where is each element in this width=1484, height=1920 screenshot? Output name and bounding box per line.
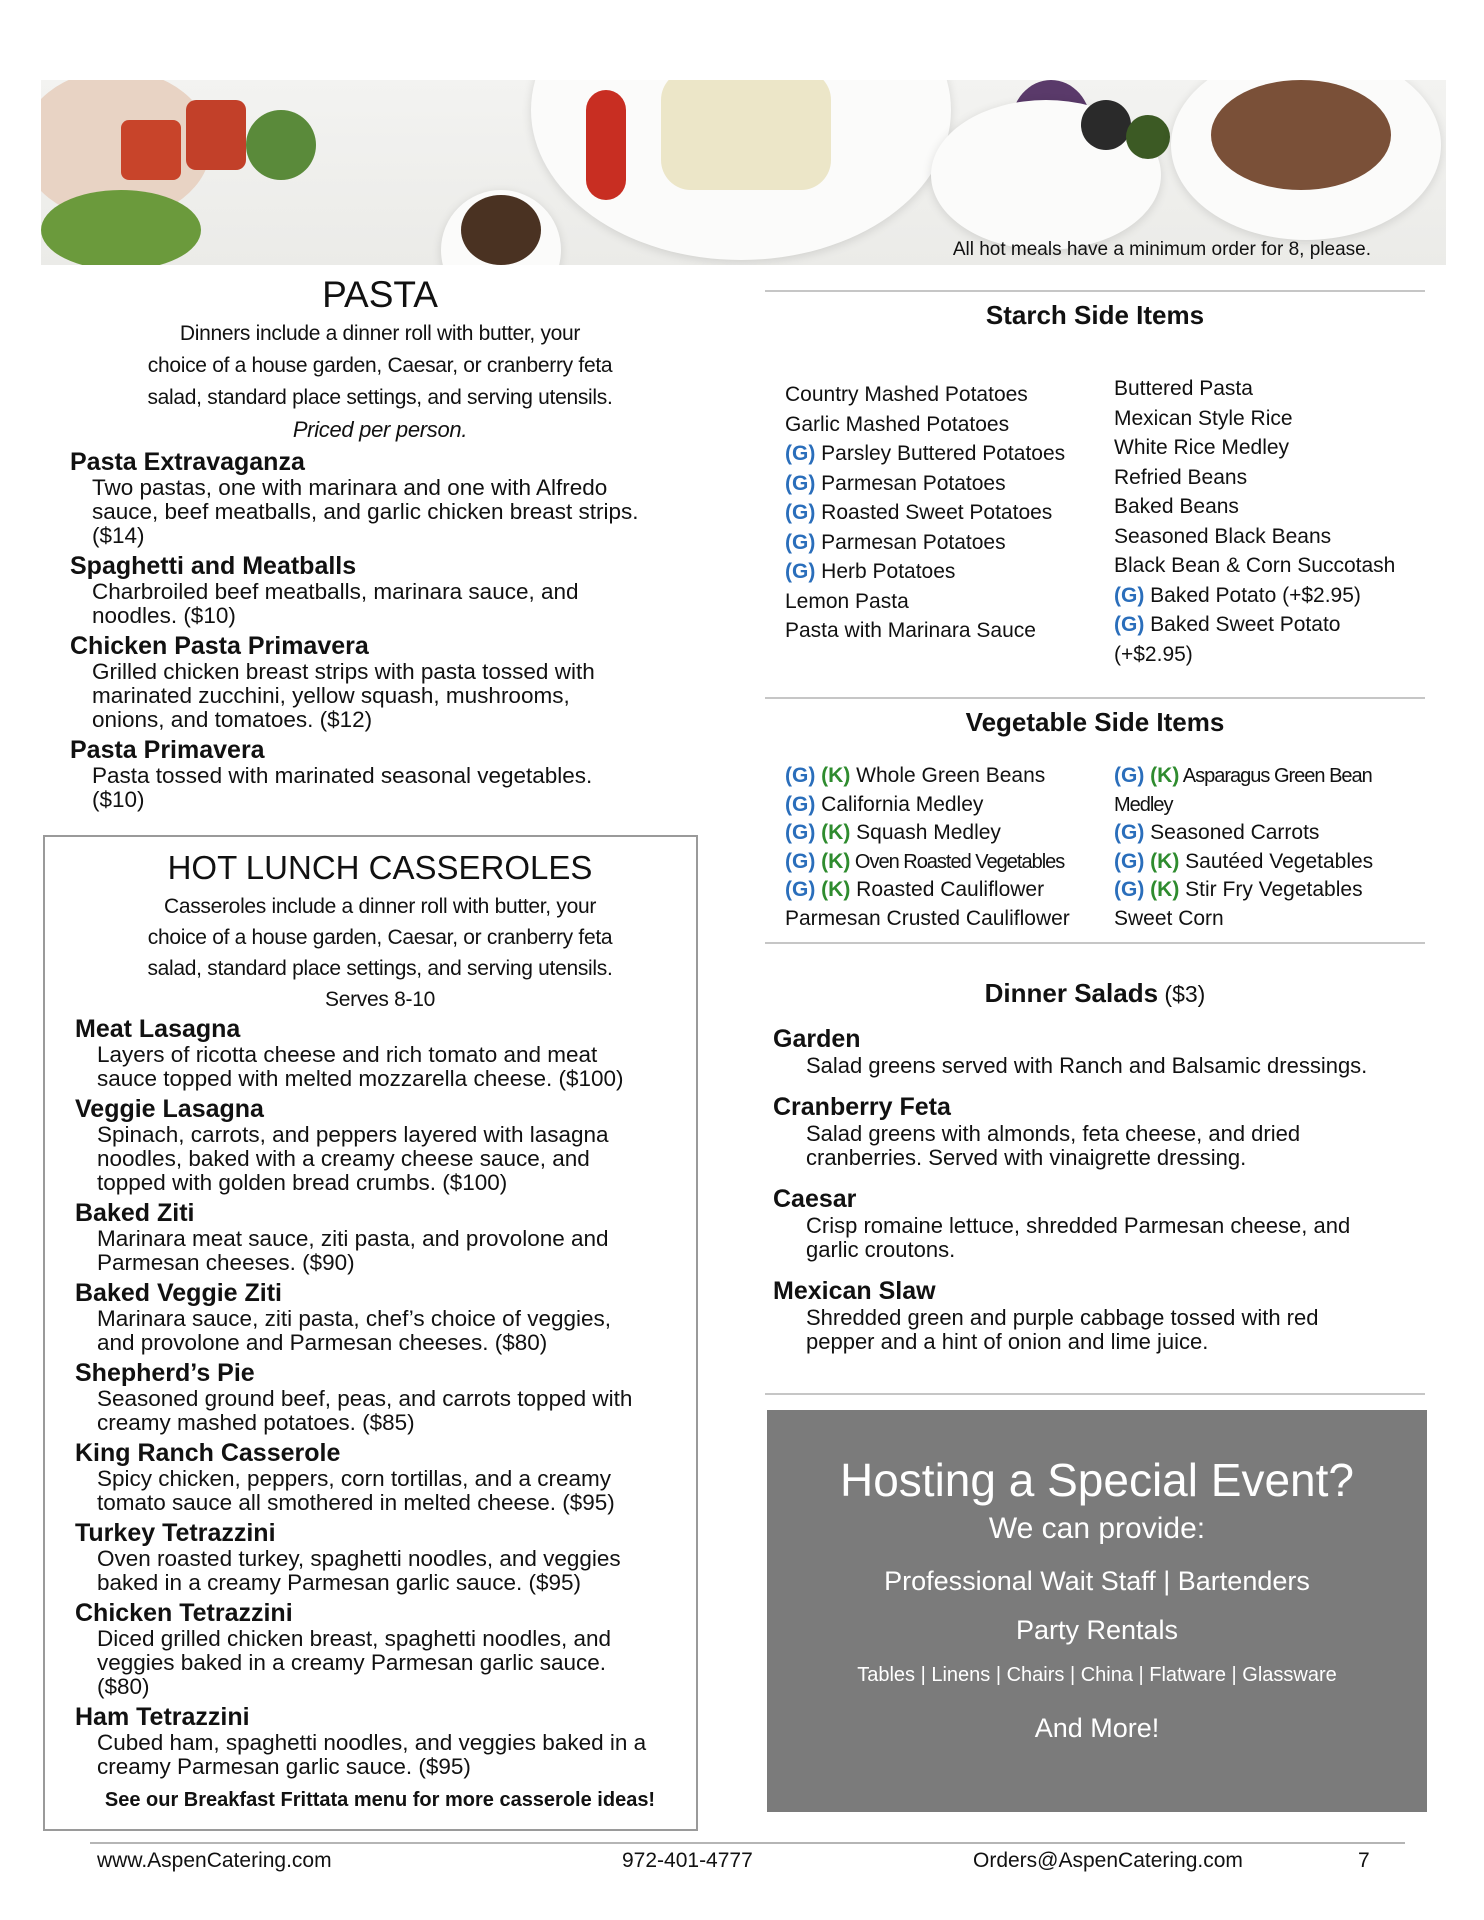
divider (765, 1393, 1425, 1395)
menu-item-name: King Ranch Casserole (75, 1439, 341, 1467)
event-title: Hosting a Special Event? (840, 1454, 1354, 1506)
side-item-label: White Rice Medley (1114, 436, 1290, 459)
side-item-label: Parmesan Crusted Cauliflower (785, 906, 1070, 930)
side-item-label: Herb Potatoes (815, 560, 956, 583)
salads-title-text: Dinner Salads (984, 978, 1159, 1008)
menu-item (75, 1279, 685, 1355)
vegetable-title: Vegetable Side Items (965, 707, 1225, 737)
casserole-title: HOT LUNCH CASSEROLES (167, 849, 593, 886)
menu-item (75, 1519, 685, 1595)
side-item (1114, 551, 1434, 581)
event-line-staff: Professional Wait Staff | Bartenders (884, 1566, 1310, 1596)
side-item (785, 528, 1115, 558)
side-item-label: Stir Fry Vegetables (1179, 878, 1363, 901)
food-decoration (41, 190, 201, 265)
menu-item-description: noodles, baked with a creamy cheese sauce, and (97, 1146, 590, 1171)
menu-item-name: Shepherd’s Pie (75, 1359, 255, 1387)
red-pepper (586, 90, 626, 200)
menu-item-description: Layers of ricotta cheese and rich tomato and meat (97, 1042, 598, 1067)
side-item (785, 498, 1115, 528)
divider (765, 290, 1425, 292)
menu-item-description: Marinara sauce, ziti pasta, chef’s choice of veggies, (97, 1306, 612, 1331)
salad-description (806, 1054, 1423, 1078)
keto-tag: (K) (1150, 878, 1180, 901)
side-item (785, 557, 1115, 587)
menu-item-description: ($10) (92, 787, 145, 812)
menu-item-description: Parmesan cheeses. ($90) (97, 1250, 355, 1275)
vegetable-list-left (785, 762, 1115, 933)
side-item (1114, 762, 1434, 791)
salad-name: Caesar (773, 1185, 857, 1213)
side-item (1114, 848, 1434, 877)
menu-item-name: Spaghetti and Meatballs (70, 552, 357, 580)
menu-item-name: Pasta Primavera (70, 736, 265, 764)
special-event-box (767, 1410, 1427, 1812)
footer-divider (90, 1842, 1405, 1844)
frittata-note: See our Breakfast Frittata menu for more casserole ideas! (104, 1789, 656, 1811)
side-item-label: Medley (1114, 793, 1173, 816)
menu-item-name: Baked Veggie Ziti (75, 1279, 283, 1307)
footer-phone[interactable]: 972-401-4777 (622, 1849, 753, 1872)
gluten-free-tag: (G) (1114, 878, 1145, 901)
menu-item-description: onions, and tomatoes. ($12) (92, 707, 373, 732)
gluten-free-tag: (G) (785, 792, 816, 816)
gluten-free-tag: (G) (1114, 764, 1145, 787)
side-item (1114, 374, 1434, 404)
side-item-label: Sautéed Vegetables (1179, 849, 1374, 873)
menu-item (70, 552, 690, 628)
menu-item (70, 448, 690, 548)
side-item (785, 762, 1115, 791)
menu-item-name: Turkey Tetrazzini (75, 1519, 276, 1547)
menu-item-description: Spinach, carrots, and peppers layered with lasagna (97, 1122, 609, 1147)
side-item-label: Seasoned Carrots (1144, 821, 1320, 844)
intro-line: Dinners include a dinner roll with butter, your (179, 322, 581, 345)
menu-item-name: Meat Lasagna (75, 1015, 241, 1043)
salads-price: ($3) (1158, 981, 1206, 1007)
menu-item-description: tomato sauce all smothered in melted cheese. ($95) (97, 1490, 615, 1515)
menu-item-name: Chicken Pasta Primavera (70, 632, 369, 660)
olive (1126, 115, 1170, 159)
side-item (1114, 492, 1434, 522)
gluten-free-tag: (G) (1114, 613, 1145, 636)
intro-line: salad, standard place settings, and serving utensils. (147, 957, 613, 980)
side-item (785, 791, 1115, 820)
menu-item-description: Cubed ham, spaghetti noodles, and veggies baked in a (97, 1730, 647, 1755)
side-item-label: Parsley Buttered Potatoes (815, 442, 1066, 465)
intro-line: Casseroles include a dinner roll with butter, your (163, 895, 597, 918)
event-line-items: Tables | Linens | Chairs | China | Flatware | Glassware (857, 1664, 1337, 1686)
starch-title: Starch Side Items (985, 300, 1205, 330)
side-item-label: Baked Potato (+$2.95) (1144, 583, 1361, 607)
menu-item-description: creamy mashed potatoes. ($85) (97, 1410, 415, 1435)
side-item-label: Whole Green Beans (850, 764, 1046, 787)
side-item (785, 469, 1115, 499)
menu-item-description: and provolone and Parmesan cheeses. ($80) (97, 1330, 548, 1355)
gluten-free-tag: (G) (785, 764, 816, 787)
minimum-order-note: All hot meals have a minimum order for 8, please. (952, 239, 1371, 260)
salad-description-line: Salad greens served with Ranch and Balsamic dressings. (806, 1053, 1368, 1078)
peppercorns (461, 195, 541, 265)
side-item-label: Baked Beans (1114, 495, 1239, 518)
gluten-free-tag: (G) (785, 442, 816, 465)
food-decoration (246, 110, 316, 180)
menu-item-description: sauce, beef meatballs, and garlic chicken breast strips. (92, 499, 639, 524)
side-item (785, 410, 1115, 440)
food-banner-image (41, 80, 1446, 265)
menu-item (75, 1703, 685, 1779)
intro-line: choice of a house garden, Caesar, or cranberry feta (147, 354, 613, 377)
menu-item-description: Charbroiled beef meatballs, marinara sauce, and (92, 579, 579, 604)
side-item-label: Mexican Style Rice (1114, 406, 1293, 430)
side-item-label: (+$2.95) (1114, 642, 1193, 666)
menu-item-description: Spicy chicken, peppers, corn tortillas, and a creamy (97, 1466, 611, 1491)
side-item-label: Roasted Cauliflower (850, 878, 1045, 901)
menu-item-description: Grilled chicken breast strips with pasta tossed with (92, 659, 595, 684)
menu-item (75, 1359, 685, 1435)
event-line-more: And More! (1034, 1713, 1160, 1743)
side-item-label: California Medley (815, 792, 984, 816)
side-item-label: Refried Beans (1114, 465, 1248, 489)
menu-item-description: Two pastas, one with marinara and one with Alfredo (92, 475, 608, 500)
gluten-free-tag: (G) (1114, 849, 1145, 873)
side-item (785, 380, 1115, 410)
side-item (785, 616, 1115, 646)
menu-item-description: Diced grilled chicken breast, spaghetti noodles, and (97, 1626, 612, 1651)
casserole-item-list (75, 1015, 685, 1779)
serves-note: Serves 8-10 (325, 988, 435, 1011)
side-item (1114, 433, 1434, 463)
salad-item (773, 1276, 1423, 1354)
pasta-item-list (70, 448, 690, 812)
gluten-free-tag: (G) (785, 471, 816, 495)
footer-website-link[interactable]: www.AspenCatering.com (97, 1849, 332, 1872)
salad-description-line: garlic croutons. (806, 1237, 956, 1262)
side-item (1114, 791, 1434, 820)
keto-tag: (K) (1150, 849, 1180, 873)
side-item (1114, 581, 1434, 611)
salad-description-line: Shredded green and purple cabbage tossed with red (806, 1305, 1319, 1330)
side-item-label: Black Bean & Corn Succotash (1114, 554, 1396, 577)
side-item (785, 905, 1115, 934)
menu-item-description: marinated zucchini, yellow squash, mushrooms, (92, 683, 570, 708)
page-number: 7 (1358, 1849, 1370, 1872)
side-item-label: Garlic Mashed Potatoes (785, 412, 1010, 436)
side-item (1114, 522, 1434, 552)
side-item-label: Lemon Pasta (785, 589, 909, 613)
side-item (785, 848, 1115, 877)
event-line-rentals: Party Rentals (1015, 1615, 1179, 1645)
menu-item-description: topped with golden bread crumbs. ($100) (97, 1170, 508, 1195)
menu-item-description: noodles. ($10) (92, 603, 236, 628)
side-item-label: Parmesan Potatoes (815, 471, 1006, 495)
side-item (1114, 876, 1434, 905)
menu-item-description: Seasoned ground beef, peas, and carrots topped with (97, 1386, 633, 1411)
divider (765, 697, 1425, 699)
vegetable-list-right (1114, 762, 1434, 933)
menu-item (75, 1015, 685, 1091)
menu-item-description: sauce topped with melted mozzarella cheese. ($100) (97, 1066, 624, 1091)
side-item-label: Parmesan Potatoes (815, 530, 1006, 554)
salad-description (806, 1214, 1423, 1262)
divider (765, 942, 1425, 944)
side-item (1114, 819, 1434, 848)
gluten-free-tag: (G) (1114, 583, 1145, 607)
salad-name: Cranberry Feta (773, 1093, 951, 1121)
mushrooms (1211, 80, 1391, 190)
menu-item (75, 1599, 685, 1699)
side-item (1114, 905, 1434, 934)
side-item (785, 587, 1115, 617)
food-decoration (186, 100, 246, 170)
side-item-label: Baked Sweet Potato (1144, 613, 1341, 636)
menu-item (70, 632, 690, 732)
side-item-label: Roasted Sweet Potatoes (815, 501, 1053, 524)
menu-item (75, 1439, 685, 1515)
salad-name: Mexican Slaw (773, 1277, 936, 1305)
menu-item-description: ($14) (92, 523, 145, 548)
menu-item-name: Ham Tetrazzini (75, 1703, 250, 1731)
menu-item (70, 736, 690, 812)
keto-tag: (K) (821, 764, 851, 787)
salad-description-line: Salad greens with almonds, feta cheese, and dried (806, 1121, 1301, 1146)
keto-tag: (K) (821, 878, 851, 901)
salad-description (806, 1122, 1423, 1170)
keto-tag: (K) (821, 849, 851, 873)
casserole-section (43, 835, 698, 1831)
food-decoration (661, 80, 831, 190)
salad-name: Garden (773, 1025, 861, 1053)
side-item (785, 876, 1115, 905)
side-item-label: Country Mashed Potatoes (785, 383, 1028, 406)
gluten-free-tag: (G) (785, 530, 816, 554)
gluten-free-tag: (G) (785, 849, 816, 873)
salad-description-line: Crisp romaine lettuce, shredded Parmesan cheese, and (806, 1213, 1351, 1238)
menu-item-description: Marinara meat sauce, ziti pasta, and provolone and (97, 1226, 609, 1251)
menu-item-description: ($80) (97, 1674, 150, 1699)
pasta-intro (70, 318, 690, 446)
menu-item-name: Baked Ziti (75, 1199, 195, 1227)
side-item-label: Pasta with Marinara Sauce (785, 619, 1036, 642)
menu-item-name: Chicken Tetrazzini (75, 1599, 293, 1627)
salads-title (765, 978, 1425, 1009)
menu-item (75, 1095, 685, 1195)
salad-description-line: cranberries. Served with vinaigrette dressing. (806, 1145, 1247, 1170)
priced-per-person: Priced per person. (292, 417, 468, 442)
gluten-free-tag: (G) (785, 560, 816, 583)
menu-item-description: Oven roasted turkey, spaghetti noodles, and veggies (97, 1546, 621, 1571)
salad-list (773, 1024, 1423, 1368)
menu-item (75, 1199, 685, 1275)
menu-item-name: Veggie Lasagna (75, 1095, 264, 1123)
side-item-label: Sweet Corn (1114, 906, 1224, 930)
menu-item-description: creamy Parmesan garlic sauce. ($95) (97, 1754, 471, 1779)
menu-item-description: baked in a creamy Parmesan garlic sauce. ($95) (97, 1570, 581, 1595)
keto-tag: (K) (1150, 764, 1180, 787)
gluten-free-tag: (G) (785, 501, 816, 524)
casserole-intro (75, 891, 685, 1015)
side-item (1114, 610, 1434, 640)
side-item (1114, 640, 1434, 670)
side-item-label: Seasoned Black Beans (1114, 524, 1332, 548)
intro-line: salad, standard place settings, and serving utensils. (147, 386, 613, 409)
gluten-free-tag: (G) (1114, 821, 1145, 844)
pasta-title: PASTA (322, 274, 438, 315)
intro-line: choice of a house garden, Caesar, or cranberry feta (147, 926, 613, 949)
side-item-label: Squash Medley (850, 821, 1001, 844)
gluten-free-tag: (G) (785, 878, 816, 901)
pasta-section (70, 272, 690, 816)
side-item (785, 819, 1115, 848)
menu-item-description: veggies baked in a creamy Parmesan garlic sauce. (97, 1650, 607, 1675)
event-subtitle: We can provide: (988, 1512, 1206, 1545)
menu-item-description: Pasta tossed with marinated seasonal vegetables. (92, 763, 593, 788)
salad-item (773, 1092, 1423, 1170)
salad-item (773, 1024, 1423, 1078)
food-decoration (121, 120, 181, 180)
footer-email-link[interactable]: Orders@AspenCatering.com (973, 1849, 1243, 1872)
side-item-label: Oven Roasted Vegetables (850, 850, 1065, 873)
starch-list-left (785, 380, 1115, 646)
starch-list-right (1114, 374, 1434, 669)
salad-item (773, 1184, 1423, 1262)
salad-description (806, 1306, 1423, 1354)
side-item (1114, 404, 1434, 434)
olive (1081, 100, 1131, 150)
side-item-label: Asparagus Green Bean (1179, 765, 1372, 787)
side-item (1114, 463, 1434, 493)
gluten-free-tag: (G) (785, 821, 816, 844)
side-item (785, 439, 1115, 469)
keto-tag: (K) (821, 821, 851, 844)
salad-description-line: pepper and a hint of onion and lime juice. (806, 1329, 1209, 1354)
menu-item-name: Pasta Extravaganza (70, 448, 305, 476)
side-item-label: Buttered Pasta (1114, 377, 1253, 400)
